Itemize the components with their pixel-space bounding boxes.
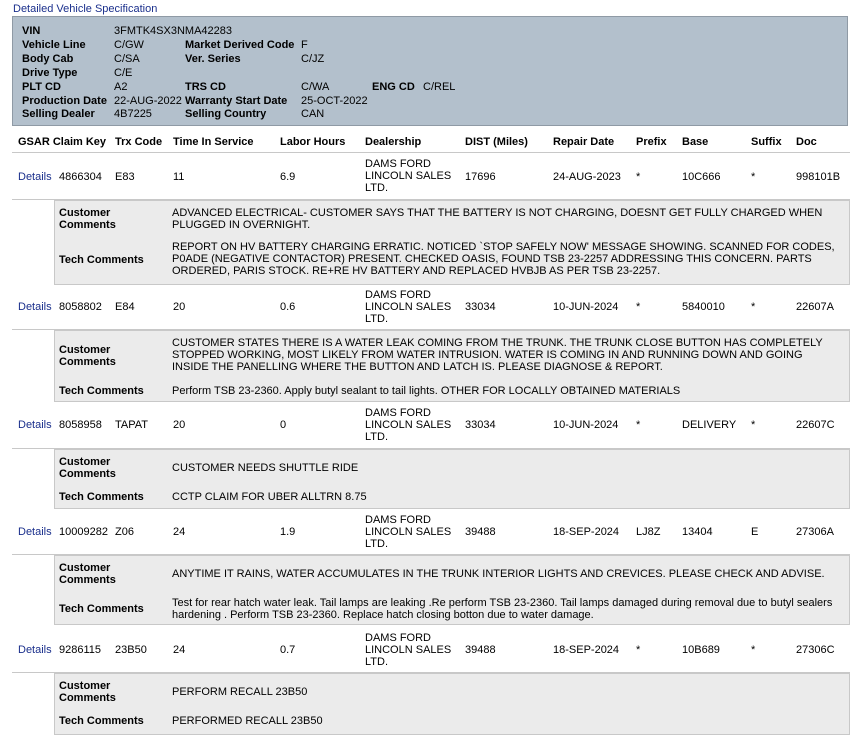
body-cab-value: C/SA: [114, 53, 140, 65]
vehicle-line-label: Vehicle Line: [22, 39, 86, 51]
suffix: E: [751, 526, 759, 538]
drive-type-label: Drive Type: [22, 67, 78, 79]
col-header-suffix[interactable]: Suffix: [751, 136, 782, 148]
claim-key: 10009282: [59, 526, 108, 538]
comments-box: [54, 200, 850, 285]
tech-comments-text: CCTP CLAIM FOR UBER ALLTRN 8.75: [172, 491, 367, 503]
tech-comments-text: REPORT ON HV BATTERY CHARGING ERRATIC. NOTICED `STOP SAFELY NOW' MESSAGE SHOWING. SCANNED FOR CODES, P0ADE (NEGATIVE CONTACTOR) PRESENT. CHECKED OASIS, FOUND TSB 23-2257 ADDRESSING THIS CONCERN. PARTS ORDERED, PARIS STOCK. RE+RE HV BATTERY AND REPLACED HVBJB AS PER TSB 23-2257.: [172, 241, 835, 277]
tech-comments-text: Perform TSB 23-2360. Apply butyl sealant to tail lights. OTHER FOR LOCALLY OBTAINED MATERIALS: [172, 385, 681, 397]
labor-hours: 6.9: [280, 171, 296, 183]
col-header-time-in-service[interactable]: Time In Service: [173, 136, 254, 148]
labor-hours: 0.7: [280, 644, 296, 656]
customer-comments-label: Customer Comments: [59, 207, 116, 231]
production-date-label: Production Date: [22, 95, 107, 107]
dealership: DAMS FORD LINCOLN SALES LTD.: [365, 158, 452, 194]
customer-comments-text: ADVANCED ELECTRICAL- CUSTOMER SAYS THAT THE BATTERY IS NOT CHARGING, DOESNT GET FULLY CHARGED WHEN PLUGGED IN OVERNIGHT.: [172, 207, 823, 231]
dealership: DAMS FORD LINCOLN SALES LTD.: [365, 289, 452, 325]
details-link[interactable]: Details: [18, 301, 52, 313]
col-header-dist[interactable]: DIST (Miles): [465, 136, 528, 148]
selling-dealer-value: 4B7225: [114, 108, 152, 120]
dist-miles: 39488: [465, 526, 496, 538]
col-header-claim-key[interactable]: GSAR Claim Key: [18, 136, 107, 148]
repair-date: 10-JUN-2024: [553, 301, 619, 313]
base: 10C666: [682, 171, 721, 183]
header-divider: [12, 152, 850, 153]
trx-code: E84: [115, 301, 135, 313]
dealership: DAMS FORD LINCOLN SALES LTD.: [365, 407, 452, 443]
prefix: LJ8Z: [636, 526, 661, 538]
vin-value: 3FMTK4SX3NMA42283: [114, 25, 232, 37]
base: 13404: [682, 526, 713, 538]
customer-comments-label: Customer Comments: [59, 456, 116, 480]
suffix: *: [751, 171, 756, 183]
base: DELIVERY: [682, 419, 737, 431]
customer-comments-text: CUSTOMER NEEDS SHUTTLE RIDE: [172, 462, 359, 474]
labor-hours: 0.6: [280, 301, 296, 313]
market-code-value: F: [301, 39, 308, 51]
eng-cd-label: ENG CD: [372, 81, 415, 93]
plt-cd-value: A2: [114, 81, 128, 93]
base: 10B689: [682, 644, 720, 656]
vehicle-line-value: C/GW: [114, 39, 144, 51]
selling-dealer-label: Selling Dealer: [22, 108, 95, 120]
claim-key: 4866304: [59, 171, 102, 183]
comments-box: [54, 555, 850, 625]
trx-code: TAPAT: [115, 419, 148, 431]
col-header-trx-code[interactable]: Trx Code: [115, 136, 163, 148]
dist-miles: 33034: [465, 419, 496, 431]
comments-box: [54, 449, 850, 509]
claim-key: 8058958: [59, 419, 102, 431]
suffix: *: [751, 419, 756, 431]
doc: 22607A: [796, 301, 834, 313]
repair-date: 18-SEP-2024: [553, 526, 620, 538]
claim-key: 9286115: [59, 644, 102, 656]
repair-date: 24-AUG-2023: [553, 171, 621, 183]
ver-series-value: C/JZ: [301, 53, 325, 65]
details-link[interactable]: Details: [18, 644, 52, 656]
prefix: *: [636, 171, 641, 183]
time-in-service: 11: [173, 171, 185, 183]
customer-comments-label: Customer Comments: [59, 344, 116, 368]
trs-cd-value: C/WA: [301, 81, 330, 93]
warranty-start-value: 25-OCT-2022: [301, 95, 368, 107]
market-code-label: Market Derived Code: [185, 39, 295, 51]
dealership: DAMS FORD LINCOLN SALES LTD.: [365, 514, 452, 550]
doc: 998101B: [796, 171, 841, 183]
customer-comments-text: CUSTOMER STATES THERE IS A WATER LEAK COMING FROM THE TRUNK. THE TRUNK CLOSE BUTTON HAS COMPLETELY STOPPED WORKING, MOST LIKELY FROM WATER INTRUSION. WATER IS COMING IN AND RUNNING DOWN AND GOING INSIDE THE PANELLING WHERE THE BUTTON AND LATCH IS. PLEASE DIAGNOSE & REPORT.: [172, 337, 823, 373]
dist-miles: 17696: [465, 171, 496, 183]
tech-comments-text: PERFORMED RECALL 23B50: [172, 715, 323, 727]
drive-type-value: C/E: [114, 67, 133, 79]
selling-country-value: CAN: [301, 108, 325, 120]
claim-key: 8058802: [59, 301, 102, 313]
prefix: *: [636, 419, 641, 431]
body-cab-label: Body Cab: [22, 53, 74, 65]
comments-box: [54, 673, 850, 735]
tech-comments-label: Tech Comments: [59, 385, 144, 397]
doc: 22607C: [796, 419, 835, 431]
dealership: DAMS FORD LINCOLN SALES LTD.: [365, 632, 452, 668]
trx-code: E83: [115, 171, 135, 183]
customer-comments-text: PERFORM RECALL 23B50: [172, 686, 308, 698]
col-header-labor-hours[interactable]: Labor Hours: [280, 136, 346, 148]
suffix: *: [751, 301, 756, 313]
labor-hours: 0: [280, 419, 287, 431]
col-header-dealership[interactable]: Dealership: [365, 136, 422, 148]
trs-cd-label: TRS CD: [185, 81, 226, 93]
selling-country-label: Selling Country: [185, 108, 267, 120]
ver-series-label: Ver. Series: [185, 53, 241, 65]
customer-comments-label: Customer Comments: [59, 562, 116, 586]
dist-miles: 39488: [465, 644, 496, 656]
time-in-service: 20: [173, 419, 186, 431]
warranty-start-label: Warranty Start Date: [185, 95, 288, 107]
prefix: *: [636, 644, 641, 656]
vehicle-spec-panel: [12, 16, 848, 126]
base: 5840010: [682, 301, 725, 313]
col-header-prefix[interactable]: Prefix: [636, 136, 667, 148]
time-in-service: 24: [173, 526, 186, 538]
tech-comments-label: Tech Comments: [59, 254, 144, 266]
details-link[interactable]: Details: [18, 526, 52, 538]
comments-box: [54, 330, 850, 402]
repair-date: 10-JUN-2024: [553, 419, 619, 431]
plt-cd-label: PLT CD: [22, 81, 61, 93]
repair-date: 18-SEP-2024: [553, 644, 620, 656]
tech-comments-label: Tech Comments: [59, 715, 144, 727]
time-in-service: 24: [173, 644, 186, 656]
page-title: Detailed Vehicle Specification: [13, 3, 158, 15]
vin-label: VIN: [22, 25, 41, 37]
col-header-repair-date[interactable]: Repair Date: [553, 136, 615, 148]
eng-cd-value: C/REL: [423, 81, 456, 93]
trx-code: Z06: [115, 526, 134, 538]
col-header-doc[interactable]: Doc: [796, 136, 817, 148]
doc: 27306A: [796, 526, 834, 538]
details-link[interactable]: Details: [18, 171, 52, 183]
tech-comments-label: Tech Comments: [59, 491, 144, 503]
customer-comments-label: Customer Comments: [59, 680, 116, 704]
production-date-value: 22-AUG-2022: [114, 95, 182, 107]
tech-comments-text: Test for rear hatch water leak. Tail lamps are leaking .Re perform TSB 23-2360. Tail lamps damaged during removal due to butyl sealers hardening . Perform TSB 23-2360. Replace hatch closing botton due to water damage.: [172, 597, 833, 621]
tech-comments-label: Tech Comments: [59, 603, 144, 615]
col-header-base[interactable]: Base: [682, 136, 709, 148]
suffix: *: [751, 644, 756, 656]
dist-miles: 33034: [465, 301, 496, 313]
prefix: *: [636, 301, 641, 313]
labor-hours: 1.9: [280, 526, 296, 538]
time-in-service: 20: [173, 301, 186, 313]
customer-comments-text: ANYTIME IT RAINS, WATER ACCUMULATES IN THE TRUNK INTERIOR LIGHTS AND CREVICES. PLEASE CHECK AND ADVISE.: [172, 568, 825, 580]
trx-code: 23B50: [115, 644, 147, 656]
doc: 27306C: [796, 644, 835, 656]
details-link[interactable]: Details: [18, 419, 52, 431]
